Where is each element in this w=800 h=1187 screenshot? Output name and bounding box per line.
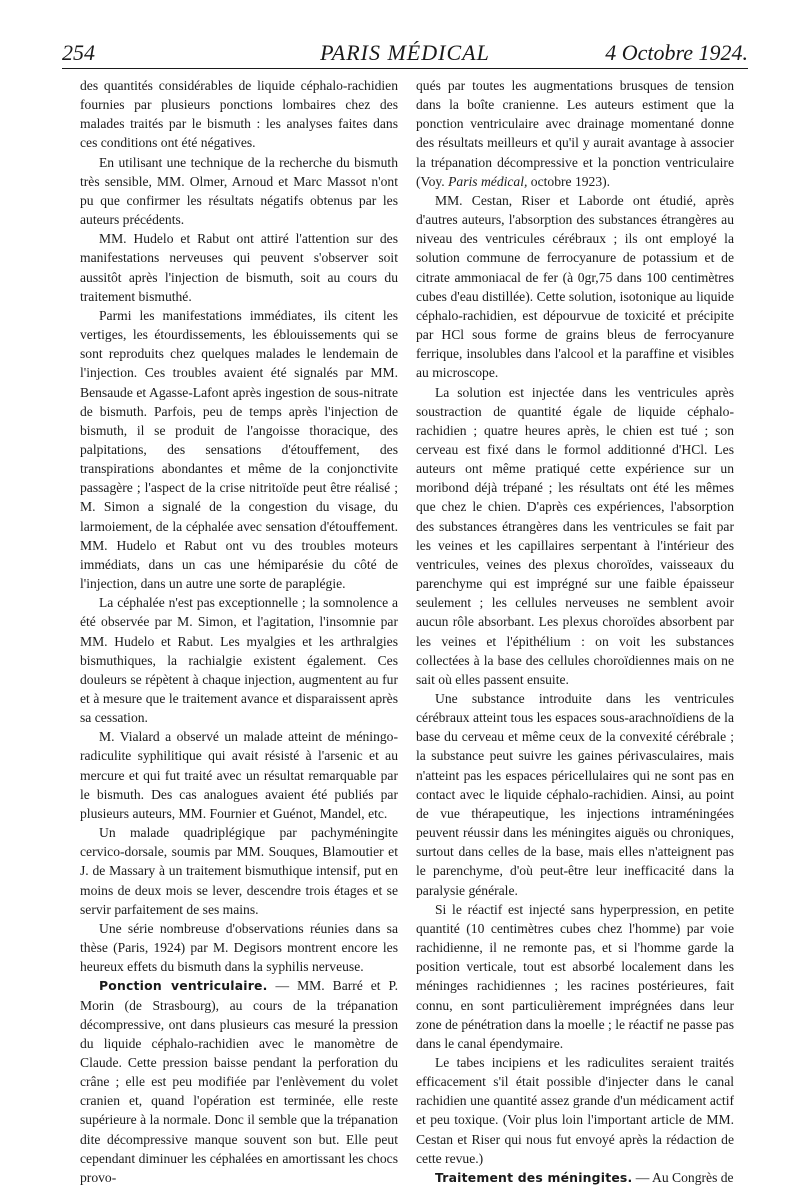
paragraph: Ponction ventriculaire. — MM. Barré et P. Morin (de Strasbourg), au cours de la trépanation décompressive, ont dans plusieurs cas mesuré la pression du liquide céphalo-rachidien avec le manomètre de Claude. Cette pression baisse pendant la perforation du crâne ; elle est peu modifiée par l'enlèvement du volet cranien et, quand l'opération est terminée, elle reste supérieure à la normale. Donc il semble que la trépanation dite décompressive manque souvent son but. Elle peut cependant diminuer les céphalées en amortissant les chocs provo- <box>80 978 398 1185</box>
paragraph: En utilisant une technique de la recherche du bismuth très sensible, MM. Olmer, Arnoud et Marc Massot n'ont pu que confirmer les résultats négatifs obtenus par les auteurs précédents. <box>80 154 398 228</box>
paragraph: des quantités considérables de liquide céphalo-rachidien fournies par plusieurs ponctions lombaires chez des malades traités par le bismuth : les analyses faites dans ces conditions ont été négatives. <box>80 78 398 151</box>
paragraph: MM. Hudelo et Rabut ont attiré l'attention sur des manifestations nerveuses qui peuvent s'observer soit aussitôt après l'injection de bismuth, soit au cours du traitement bismuthé. <box>80 231 398 304</box>
paragraph: Le tabes incipiens et les radiculites seraient traités efficacement s'il était possible d'injecter dans le canal rachidien une quantité assez grande d'un médicament actif et peu toxique. (Voir plus loin l'important article de MM. Cestan et Riser qui nous fut envoyé après la rédaction de cette revue.) <box>416 1054 734 1166</box>
section-heading: Ponction ventriculaire. <box>99 978 268 994</box>
issue-date: 4 Octobre 1924. <box>605 40 748 65</box>
paragraph: Une substance introduite dans les ventricules cérébraux atteint tous les espaces sous-arachnoïdiens de la base du cerveau et même ceux de la convexité cérébrale ; la substance peut suivre les gaines périvasculaires, mais n'atteint pas les espaces péricellulaires qui ne sont pas en contact avec le liquide céphalo-rachidien. Ainsi, au point de vue thérapeutique, les injections intraméningées peuvent réussir dans les méningites aiguës ou chroniques, surtout dans celles de la base, mais elles n'atteignent pas le parenchyme, d'où peut-être leur inefficacité dans la paralysie générale. <box>416 691 734 898</box>
paragraph: La solution est injectée dans les ventricules après soustraction de quantité égale de liquide céphalo-rachidien ; quatre heures après, le chien est tué ; son cerveau est fixé dans le formol additionné d'HCl. Les auteurs ont même pratiqué cette expérience sur un moribond déjà trépané ; les résultats ont été les mêmes que chez le chien. D'après ces expériences, l'absorption des substances étrangères dans les ventricules se fait par les veines et les capillaires serpentant à l'intérieur des ventricules, veines des plexus choroïdes, vaisseaux du parenchyme qui est imprégné sur une faible épaisseur seulement ; les cellules nerveuses ne semblent avoir aucun rôle absorbant. Les plexus choroïdes absorbent par les veines et l'épithélium : on voit les substances collectées à la base des cellules choroïdiennes mais on ne sait où elles passent ensuite. <box>416 384 734 687</box>
paragraph: M. Vialard a observé un malade atteint de méningo-radiculite syphilitique qui avait résisté à l'arsenic et au mercure et qui fut traité avec un résultat remarquable par le bismuth. Des cas analogues avaient été publiés par plusieurs auteurs, MM. Fournier et Guénot, Mandel, etc. <box>80 729 398 821</box>
running-head <box>62 38 748 69</box>
journal-title: PARIS MÉDICAL <box>320 40 490 65</box>
right-column <box>416 76 734 1187</box>
section-heading: Traitement des méningites. <box>435 1169 633 1185</box>
paragraph: Une série nombreuse d'observations réunies dans sa thèse (Paris, 1924) par M. Degisors montrent encore les heureux effets du bismuth dans la syphilis nerveuse. <box>80 920 398 975</box>
page-number: 254 <box>62 40 95 65</box>
paragraph: MM. Cestan, Riser et Laborde ont étudié, après d'autres auteurs, l'absorption des substances étrangères au niveau des ventricules cérébraux ; ils ont employé la solution commune de ferrocyanure de potassium et de citrate ammoniacal de fer (à 0gr,75 dans 100 centimètres cubes d'eau distillée). Cette solution, isotonique au liquide céphalo-rachidien, est dépourvue de toxicité et précipite par HCl sous forme de grains bleus de ferrocyanure ferrique, insolubles dans l'alcool et la paraffine et visibles au microscope. <box>416 192 734 381</box>
left-column <box>80 76 398 1187</box>
paragraph: Traitement des méningites. — Au Congrès de <box>435 1169 734 1185</box>
paragraph: qués par toutes les augmentations brusques de tension dans la boîte cranienne. Les auteurs estiment que la ponction ventriculaire avec drainage momentané donne des résultats meilleurs et qu'il y aurait avantage à associer la trépanation décompressive et la ponction ventriculaire (Voy. Paris médical, octobre 1923). <box>416 78 734 189</box>
paragraph: Parmi les manifestations immédiates, ils citent les vertiges, les étourdissements, les éblouissements qui se sont reproduits chez quelques malades le lendemain de l'injection. Ces troubles avaient été signalés par MM. Bensaude et Agasse-Lafont après ingestion de sous-nitrate de bismuth. Parfois, peu de temps après l'injection de bismuth, il se produit de l'angoisse thoracique, des palpitations, des sensations d'étouffement, des transpirations abondantes et même de la conjonctivite passagère ; l'aspect de la crise nitritoïde peut être réalisé ; M. Simon a signalé de la congestion du visage, du larmoiement, de la céphalée avec sensation d'étouffement. MM. Hudelo et Rabut ont vu des troubles moteurs immédiats, dans un cas une hémiparésie du côté de l'injection, dans un autre une sorte de paraplégie. <box>80 307 398 592</box>
paragraph: Si le réactif est injecté sans hyperpression, en petite quantité (10 centimètres cubes chez l'homme) par voie rachidienne, il ne remonte pas, et si l'homme garde la position verticale, tout est absorbé localement dans les méninges rachidiennes ; les racines postérieures, fait connu, en sont particulièrement imprégnées dans leur zone de pénétration dans la moelle ; le réactif ne passe pas dans le canal épendymaire. <box>416 901 734 1051</box>
paragraph: Un malade quadriplégique par pachyméningite cervico-dorsale, soumis par MM. Souques, Blamoutier et J. de Massary à un traitement bismuthique intensif, put en moins de deux mois se lever, descendre trois étages et se servir parfaitement de ses mains. <box>80 825 398 917</box>
paragraph: La céphalée n'est pas exceptionnelle ; la somnolence a été observée par M. Simon, et l'agitation, l'insomnie par MM. Hudelo et Rabut. Les myalgies et les arthralgies bismuthiques, la rachialgie existent également. Ces douleurs se répètent à chaque injection, augmentent au fur et à mesure que le traitement avance et disparaissent après sa cessation. <box>80 595 398 726</box>
